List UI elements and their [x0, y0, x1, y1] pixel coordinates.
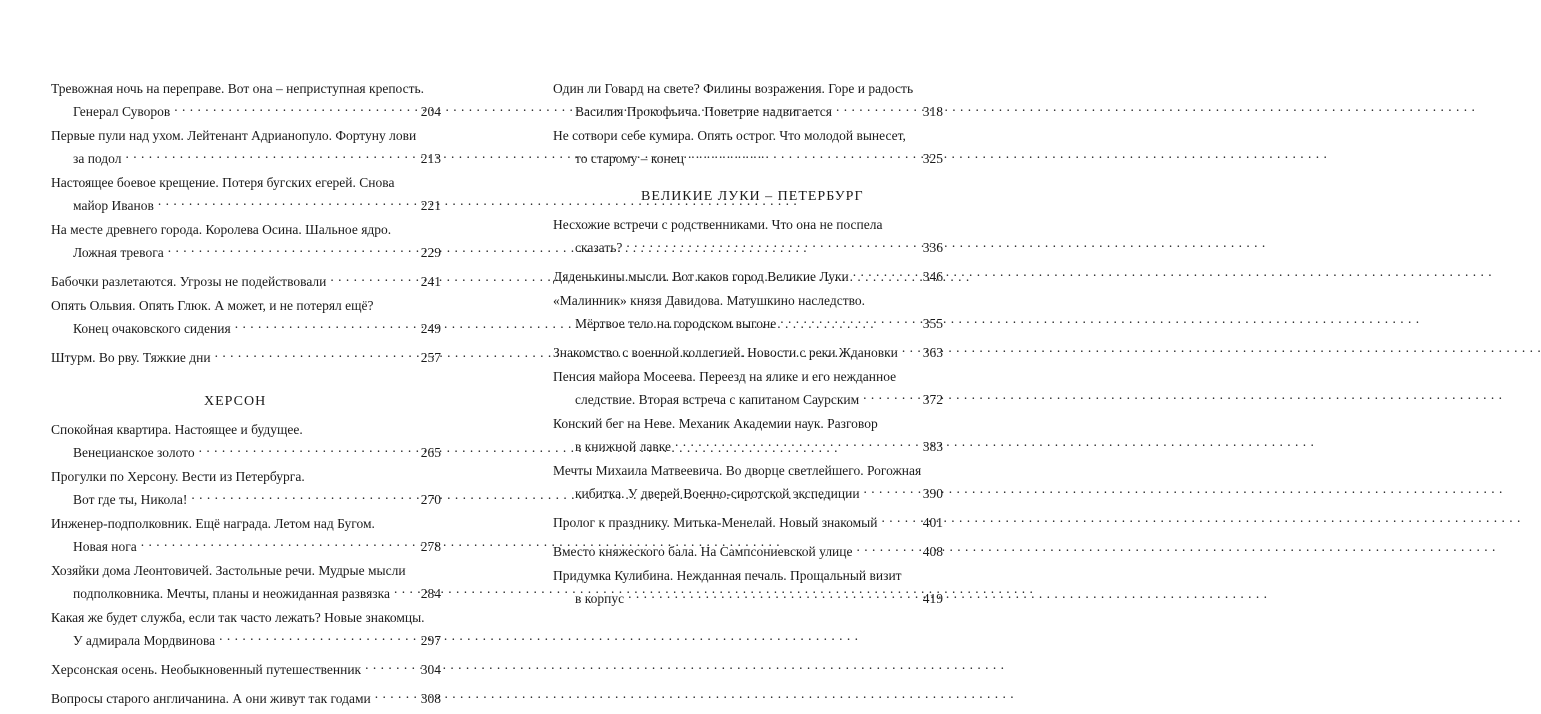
dot-leader: [215, 344, 417, 362]
toc-entry[interactable]: [553, 127, 943, 168]
toc-entry[interactable]: [51, 268, 441, 291]
toc-entry-final-line: [553, 339, 943, 362]
toc-entry-title-end: Вопросы старого англичанина. А они живут так годами: [51, 691, 371, 706]
toc-entry-final-line: [51, 580, 441, 603]
page-number: 241: [420, 274, 441, 289]
page-number: 304: [420, 662, 441, 677]
toc-entry[interactable]: [553, 509, 943, 532]
page-number: 408: [922, 544, 943, 559]
toc-entry-title-end: Пролог к празднику. Митька-Менелай. Новый знакомый: [553, 515, 878, 530]
dot-leader: [168, 239, 417, 257]
toc-entry-title-line: Прогулки по Херсону. Вести из Петербурга.: [51, 469, 305, 484]
toc-entry-title-end: Вот где ты, Никола!: [73, 492, 188, 507]
toc-entry-final-line: [553, 145, 943, 168]
left-entries-before: [51, 80, 441, 367]
toc-entry-title-end: Херсонская осень. Необыкновенный путешественник: [51, 662, 362, 677]
dot-leader: [219, 627, 417, 645]
toc-entry[interactable]: [553, 80, 943, 121]
toc-entry-final-line: [51, 344, 441, 367]
toc-entry-final-line: [51, 533, 441, 556]
right-page-contents: [553, 80, 943, 614]
dot-leader: [199, 439, 417, 457]
toc-entry-title-line: Несхожие встречи с родственниками. Что она не поспела: [553, 217, 883, 232]
toc-entry-final-line: [553, 538, 943, 561]
toc-entry-final-line: [51, 439, 441, 462]
toc-entry-final-line: [51, 656, 441, 679]
dot-leader: [863, 386, 919, 404]
dot-leader: [191, 486, 416, 504]
toc-entry[interactable]: [553, 263, 943, 286]
toc-entry-title-line: Мечты Михаила Матвеевича. Во дворце светлейшего. Рогожная: [553, 463, 922, 478]
toc-entry-title-end: в книжной лавке: [575, 439, 671, 454]
page-number: 213: [420, 151, 441, 166]
toc-entry-final-line: [553, 234, 943, 257]
toc-entry-final-line: [51, 315, 441, 338]
right-entries-before: [553, 80, 943, 168]
toc-entry[interactable]: [51, 468, 441, 509]
page-number: 229: [420, 245, 441, 260]
toc-entry[interactable]: [553, 538, 943, 561]
toc-entry[interactable]: [51, 562, 441, 603]
toc-entry-title-end: подполковника. Мечты, планы и неожиданная развязка: [73, 586, 390, 601]
toc-entry-title-end: Венецианское золото: [73, 445, 195, 460]
page-number: 401: [922, 515, 943, 530]
toc-entry[interactable]: [51, 80, 441, 121]
page-number: 390: [922, 486, 943, 501]
toc-entry[interactable]: [51, 685, 441, 708]
toc-entry-final-line: [51, 268, 441, 291]
dot-leader: [902, 339, 919, 357]
dot-leader: [174, 98, 416, 116]
section-heading-velikie-luki-peterburg: ВЕЛИКИЕ ЛУКИ – ПЕТЕРБУРГ: [641, 189, 864, 204]
toc-entry[interactable]: [51, 609, 441, 650]
page-number: 270: [420, 492, 441, 507]
toc-entry-title-line: Тревожная ночь на переправе. Вот она – неприступная крепость.: [51, 81, 425, 96]
dot-leader: [688, 145, 919, 163]
page-number: 249: [420, 321, 441, 336]
toc-entry-title-end: майор Иванов: [73, 198, 154, 213]
toc-entry[interactable]: [51, 656, 441, 679]
toc-entry-title-end: сказать?: [575, 240, 623, 255]
dot-leader: [394, 580, 417, 598]
toc-entry-final-line: [553, 263, 943, 286]
page-number: 257: [420, 350, 441, 365]
toc-entry[interactable]: [553, 462, 943, 503]
toc-entry-final-line: [51, 627, 441, 650]
toc-entry[interactable]: [553, 339, 943, 362]
toc-entry-title-line: «Малинник» князя Давидова. Матушкино наследство.: [553, 293, 866, 308]
toc-entry-final-line: [51, 98, 441, 121]
toc-entry-final-line: [553, 98, 943, 121]
dot-leader: [881, 509, 918, 527]
toc-entry-title-end: кибитка. У дверей Военно-сиротской экспедиции: [575, 486, 860, 501]
page-number: 308: [420, 691, 441, 706]
page-number: 265: [420, 445, 441, 460]
toc-entry-final-line: [553, 386, 943, 409]
dot-leader: [235, 315, 417, 333]
dot-leader: [125, 145, 416, 163]
toc-entry-title-end: У адмирала Мордвинова: [73, 633, 216, 648]
dot-leader: [836, 98, 919, 116]
toc-entry[interactable]: [553, 292, 943, 333]
toc-entry[interactable]: [51, 344, 441, 367]
toc-entry-title-end: Вместо княжеского бала. На Сампсониевской улице: [553, 544, 853, 559]
toc-entry-title-line: Инженер-подполковник. Ещё награда. Летом над Бугом.: [51, 516, 375, 531]
toc-entry[interactable]: [51, 174, 441, 215]
toc-entry-title-end: Мёртвое тело на городском выгоне: [575, 316, 777, 331]
toc-entry[interactable]: [51, 221, 441, 262]
toc-entry[interactable]: [553, 567, 943, 608]
page-number: 372: [922, 392, 943, 407]
toc-entry-title-end: Дяденькины мысли. Вот каков город Великие Луки: [553, 269, 849, 284]
toc-entry-title-end: Генерал Суворов: [73, 104, 171, 119]
page-number: 221: [420, 198, 441, 213]
dot-leader: [365, 656, 417, 674]
dot-leader: [628, 585, 919, 603]
toc-entry-title-line: Первые пули над ухом. Лейтенант Адрианопуло. Фортуну лови: [51, 128, 417, 143]
page-number: 383: [922, 439, 943, 454]
dot-leader: [330, 268, 416, 286]
toc-entry[interactable]: [51, 515, 441, 556]
dot-leader: [853, 263, 919, 281]
dot-leader: [375, 685, 417, 703]
toc-entry-final-line: [553, 310, 943, 333]
toc-entry[interactable]: [553, 216, 943, 257]
toc-entry-final-line: [553, 509, 943, 532]
toc-entry-final-line: [553, 433, 943, 456]
dot-leader: [780, 310, 919, 328]
toc-entry-final-line: [553, 585, 943, 608]
left-page-contents: [51, 80, 441, 714]
toc-entry-title-end: Новая нога: [73, 539, 137, 554]
toc-entry-title-end: Бабочки разлетаются. Угрозы не подействовали: [51, 274, 327, 289]
dot-leader: [141, 533, 417, 551]
dot-leader: [626, 234, 918, 252]
page-number: 355: [922, 316, 943, 331]
toc-entry-final-line: [51, 685, 441, 708]
page-number: 318: [922, 104, 943, 119]
page-number: 325: [922, 151, 943, 166]
toc-entry-title-end: в корпус: [575, 591, 625, 606]
toc-entry-title-end: Василия Прокофьича. Поветрие надвигается: [575, 104, 832, 119]
toc-entry-title-end: Конец очаковского сидения: [73, 321, 231, 336]
toc-entry-title-end: за подол: [73, 151, 122, 166]
toc-entry-title-end: Знакомство с военной коллегией. Новости с реки Ждановки: [553, 345, 898, 360]
page-number: 278: [420, 539, 441, 554]
page-number: 346: [922, 269, 943, 284]
toc-entry-title-line: Хозяйки дома Леонтовичей. Застольные речи. Мудрые мысли: [51, 563, 406, 578]
toc-entry-title-line: На месте древнего города. Королева Осина. Шальное ядро.: [51, 222, 392, 237]
toc-entry-title-end: следствие. Вторая встреча с капитаном Саурским: [575, 392, 860, 407]
toc-entry-title-end: Штурм. Во рву. Тяжкие дни: [51, 350, 211, 365]
right-entries-after: [553, 216, 943, 608]
toc-entry[interactable]: [51, 421, 441, 462]
toc-entry-final-line: [553, 480, 943, 503]
toc-entry[interactable]: [553, 368, 943, 409]
toc-entry-title-line: Опять Ольвия. Опять Глюк. А может, и не потерял ещё?: [51, 298, 374, 313]
toc-entry-title-line: Конский бег на Неве. Механик Академии наук. Разговор: [553, 416, 878, 431]
toc-entry-title-line: Не сотвори себе кумира. Опять острог. Что молодой вынесет,: [553, 128, 906, 143]
toc-entry[interactable]: [51, 297, 441, 338]
page-number: 336: [922, 240, 943, 255]
page-number: 419: [922, 591, 943, 606]
page-number: 363: [922, 345, 943, 360]
toc-entry-title-line: Какая же будет служба, если так часто лежать? Новые знакомцы.: [51, 610, 425, 625]
toc-entry-title-line: Спокойная квартира. Настоящее и будущее.: [51, 422, 303, 437]
dot-leader: [158, 192, 417, 210]
toc-entry-final-line: [51, 239, 441, 262]
dot-leader: [675, 433, 919, 451]
toc-entry[interactable]: [553, 415, 943, 456]
toc-entry-final-line: [51, 486, 441, 509]
toc-entry-title-line: Настоящее боевое крещение. Потеря бугских егерей. Снова: [51, 175, 395, 190]
toc-entry-title-line: Придумка Кулибина. Нежданная печаль. Прощальный визит: [553, 568, 902, 583]
page-number: 204: [420, 104, 441, 119]
toc-entry-final-line: [51, 145, 441, 168]
toc-entry[interactable]: [51, 127, 441, 168]
page-number: 297: [420, 633, 441, 648]
dot-leader: [857, 538, 919, 556]
section-heading-kherson: ХЕРСОН: [204, 394, 267, 409]
page-number: 284: [420, 586, 441, 601]
toc-entry-final-line: [51, 192, 441, 215]
toc-entry-title-line: Пенсия майора Мосеева. Переезд на ялике и его нежданное: [553, 369, 897, 384]
left-entries-after: [51, 421, 441, 708]
dot-leader: [864, 480, 919, 498]
toc-entry-title-end: то старому – конец: [575, 151, 684, 166]
toc-entry-title-end: Ложная тревога: [73, 245, 164, 260]
toc-entry-title-line: Один ли Говард на свете? Филины возражения. Горе и радость: [553, 81, 914, 96]
